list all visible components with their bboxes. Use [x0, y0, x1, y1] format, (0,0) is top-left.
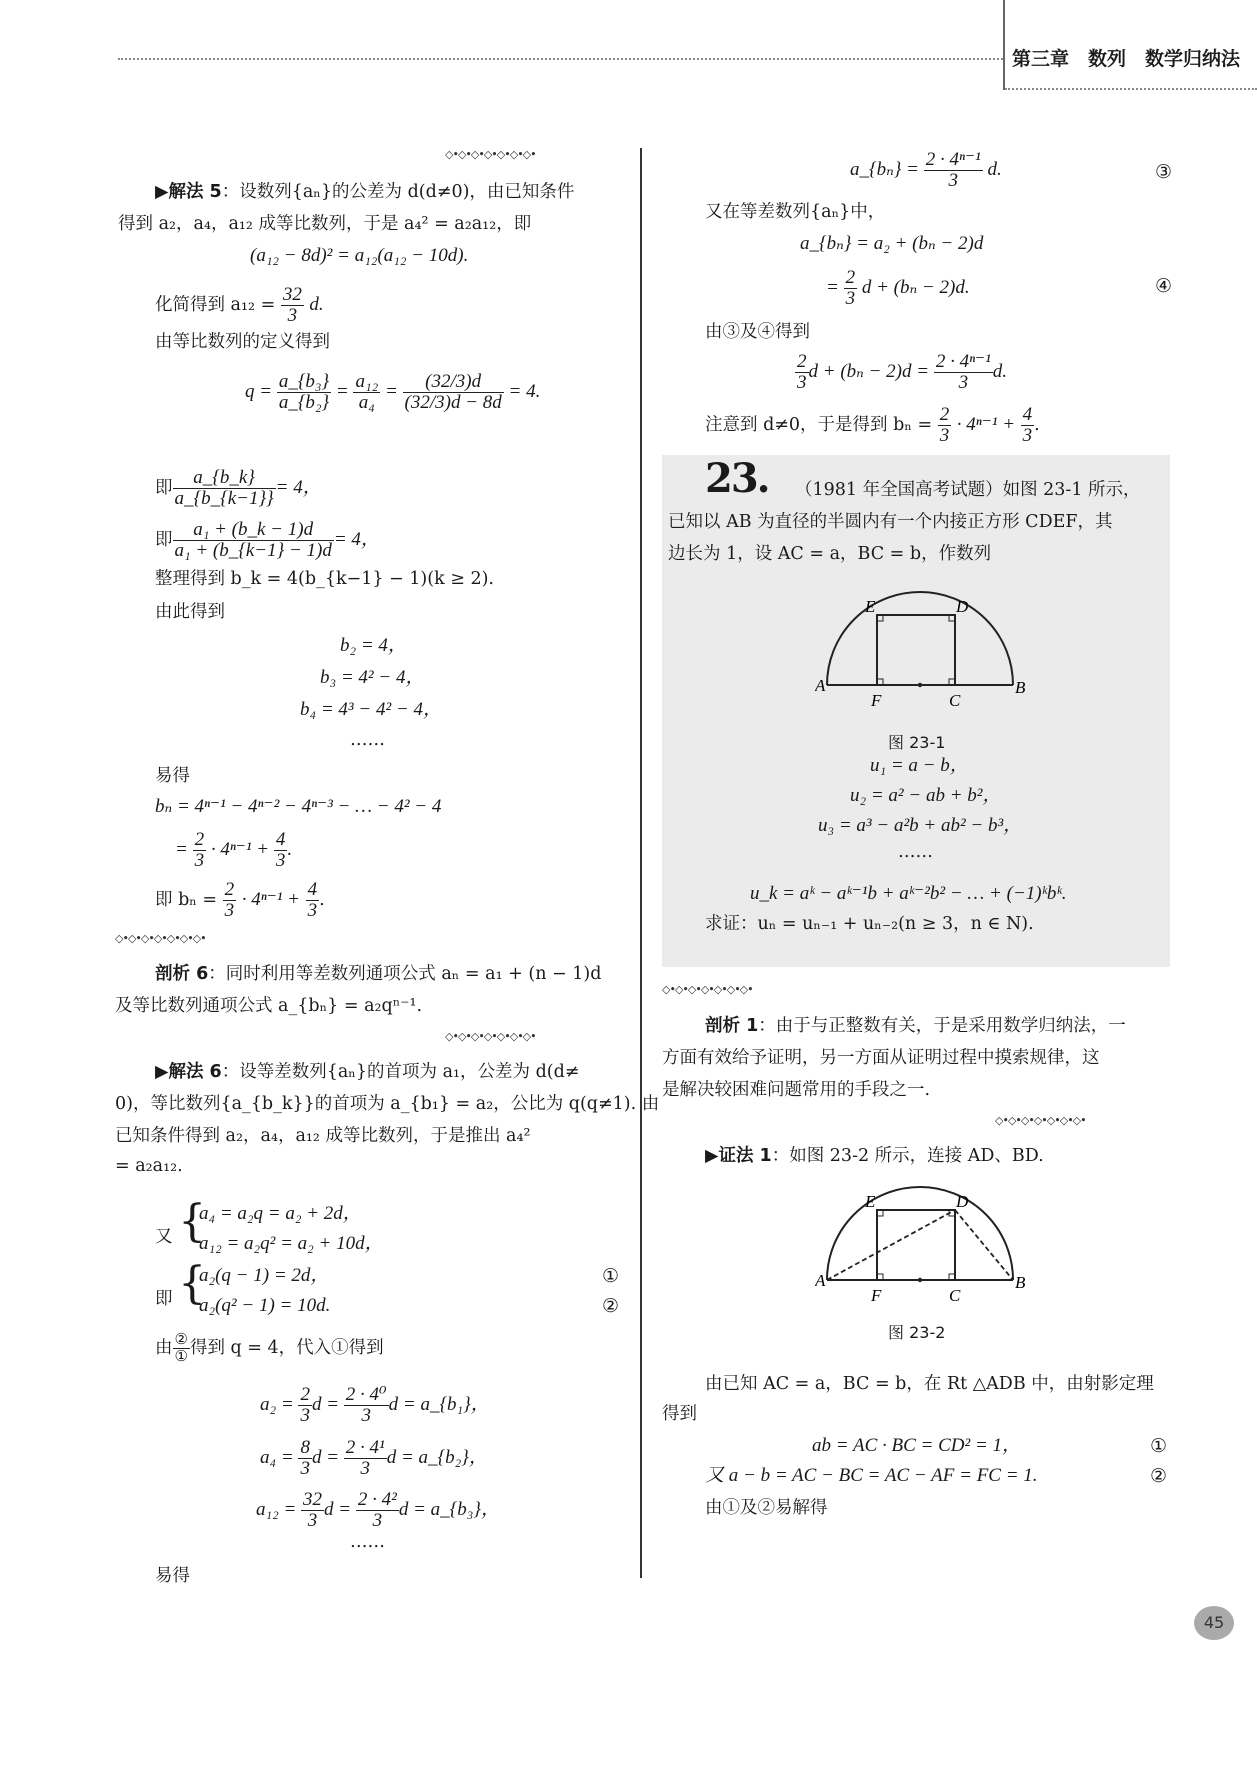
ratio-line: 即 $\frac{a\_\{b\_k\}}{a\_\{b\_\{k-1\}\}}$ = 4，: [155, 467, 322, 509]
svg-text:B: B: [1015, 678, 1025, 697]
proof-1-line: ▶证法 1：如图 23-2 所示，连接 AD、BD.: [705, 1146, 1044, 1166]
simplify-line: 化简得到 a₁₂ = $\frac{32}{3}$ d.: [155, 284, 324, 326]
b3-line: b₃ = 4² − 4，: [320, 667, 425, 688]
analysis-1-line-1: 剖析 1：由于与正整数有关，于是采用数学归纳法，一: [705, 1016, 1126, 1036]
svg-text:D: D: [956, 597, 969, 616]
solution-5-line-2: 得到 a₂，a₄，a₁₂ 成等比数列，于是 a₄² = a₂a₁₂，即: [118, 214, 532, 234]
svg-text:A: A: [815, 1271, 826, 1290]
abn2-line-1: a_{bₙ} = a₂ + (bₙ − 2)d: [800, 233, 984, 254]
arith-intro: 又在等差数列{aₙ}中，: [705, 202, 886, 222]
equation-mark-2: ②: [602, 1295, 620, 1317]
easy-line: 易得: [155, 766, 190, 786]
page-number: 45: [1194, 1606, 1234, 1640]
abn-equation: a_{bₙ} = $\frac{\text{2 · 4ⁿ⁻¹}}{3}$ d.: [850, 149, 1002, 191]
solution-6-line-2: 0)，等比数列{a_{b_k}}的首项为 a_{b₁} = a₂，公比为 q(q≠1). 由: [115, 1094, 660, 1114]
section-divider: ◇•◇•◇•◇•◇•◇•◇•: [662, 983, 753, 996]
svg-text:A: A: [815, 676, 826, 695]
known-line-1: 由已知 AC = a，BC = b，在 Rt △ADB 中，由射影定理: [705, 1374, 1154, 1394]
svg-text:F: F: [871, 691, 882, 710]
svg-text:C: C: [949, 691, 961, 710]
svg-text:D: D: [956, 1192, 969, 1211]
hence-line: 由此得到: [155, 602, 225, 622]
solution-6-line-3: 已知条件得到 a₂，a₄，a₁₂ 成等比数列，于是推出 a₄²: [115, 1126, 531, 1146]
svg-text:E: E: [865, 597, 876, 616]
easy-line-2: 易得: [155, 1566, 190, 1586]
ellipsis: ……: [898, 842, 933, 862]
solution-5-label: ▶解法 5: [155, 182, 222, 202]
q-equation: q = $\frac{\text{a\_\{b₃\}}}{\text{a\_\{b₂\}}}$ = $\frac{\text{a₁₂}}{\text{a₄}}$ = $\frac{(32/3)d}{(32/3)d - 8d}$ = 4.: [245, 371, 541, 413]
problem-line-2: 已知以 AB 为直径的半圆内有一个内接正方形 CDEF，其: [668, 512, 1113, 532]
column-divider: [640, 148, 642, 1578]
combined-equation: $\frac{2}{3}$ d + (bₙ − 2)d = $\frac{\text{2 · 4ⁿ⁻¹}}{3}$ d.: [797, 351, 1008, 393]
problem-number: 23.: [705, 455, 769, 502]
equation-mark-1: ①: [1150, 1435, 1168, 1457]
header-vertical-rule: [1003, 0, 1005, 90]
solve-line: 由①及②易解得: [705, 1498, 828, 1518]
analysis-6-line-1: 剖析 6：同时利用等差数列通项公式 aₙ = a₁ + (n − 1)d: [155, 964, 602, 984]
svg-text:E: E: [865, 1192, 876, 1211]
equation-mark-3: ③: [1155, 161, 1173, 183]
prove-line: 求证：uₙ = uₙ₋₁ + uₙ₋₂(n ≥ 3，n ∈ N).: [705, 914, 1034, 934]
u3-line: u₃ = a³ − a²b + ab² − b³，: [818, 815, 1023, 836]
figure-23-2: [815, 1185, 1025, 1305]
system-2: 即 { a₂(q − 1) = 2d， a₂(q² − 1) = 10d.: [155, 1258, 331, 1316]
ellipsis: ……: [350, 1532, 385, 1552]
header-dotted-rule: [118, 58, 1003, 60]
b2-line: b₂ = 4，: [340, 635, 407, 656]
equation-mark-1: ①: [602, 1265, 620, 1287]
system-1: 又 { a₄ = a₂q = a₂ + 2d， a₁₂ = a₂q² = a₂ + 10d，: [155, 1196, 384, 1254]
uk-line: u_k = aᵏ − aᵏ⁻¹b + aᵏ⁻²b² − … + (−1)ᵏbᵏ.: [750, 883, 1067, 904]
divide-line: 由 $\frac{\text{②}}{\text{①}}$ 得到 q = 4，代入①得到: [155, 1330, 384, 1365]
a2-row: a₂ = $\frac{2}{3}$ d = $\frac{\text{2 · 4⁰}}{3}$ d = a_{b₁}，: [260, 1384, 490, 1426]
equation-mark-4: ④: [1155, 275, 1173, 297]
rearrange-line: 整理得到 b_k = 4(b_{k−1} − 1)(k ≥ 2).: [155, 569, 494, 589]
figure-23-1: [815, 590, 1025, 710]
section-divider: ◇•◇•◇•◇•◇•◇•◇•: [445, 1030, 536, 1043]
solution-6-line-4: = a₂a₁₂.: [115, 1156, 183, 1176]
analysis-1-line-3: 是解决较困难问题常用的手段之一.: [662, 1080, 931, 1100]
equation-1: (a₁₂ − 8d)² = a₁₂(a₁₂ − 10d).: [250, 245, 469, 266]
section-divider: ◇•◇•◇•◇•◇•◇•◇•: [115, 932, 206, 945]
solution-5-line-1: ▶解法 5：设数列{aₙ}的公差为 d(d≠0)，由已知条件: [155, 182, 575, 202]
ellipsis: ……: [350, 730, 385, 750]
eq-ab: ab = AC · BC = CD² = 1，: [812, 1435, 1022, 1456]
bn-line-2: = $\frac{2}{3}$ · 4ⁿ⁻¹ + $\frac{4}{3}$ .: [175, 829, 293, 871]
ratio2-line: 即 $\frac{\text{a₁ + (b\_k − 1)d}}{\text{a₁ + (b\_\{k−1\} − 1)d}}$ = 4，: [155, 519, 380, 561]
section-divider: ◇•◇•◇•◇•◇•◇•◇•: [445, 148, 536, 161]
figure-23-1-caption: 图 23-1: [888, 733, 946, 752]
svg-text:B: B: [1015, 1273, 1025, 1292]
analysis-6-line-2: 及等比数列通项公式 a_{bₙ} = a₂qⁿ⁻¹.: [115, 996, 423, 1016]
chapter-title: 第三章 数列 数学归纳法: [1012, 48, 1241, 70]
svg-text:F: F: [871, 1286, 882, 1305]
svg-text:C: C: [949, 1286, 961, 1305]
analysis-1-line-2: 方面有效给予证明，另一方面从证明过程中摸索规律，这: [662, 1048, 1100, 1068]
b4-line: b₄ = 4³ − 4² − 4，: [300, 699, 442, 720]
abn2-line-2: = $\frac{2}{3}$ d + (bₙ − 2)d.: [826, 267, 970, 309]
from-3-4: 由③及④得到: [705, 322, 810, 342]
problem-line-1: （1981 年全国高考试题）如图 23-1 所示，: [795, 480, 1141, 500]
problem-line-3: 边长为 1，设 AC = a，BC = b，作数列: [668, 544, 992, 564]
u2-line: u₂ = a² − ab + b²，: [850, 785, 1002, 806]
geo-def-line: 由等比数列的定义得到: [155, 332, 330, 352]
bn-line-1: bₙ = 4ⁿ⁻¹ − 4ⁿ⁻² − 4ⁿ⁻³ − … − 4² − 4: [155, 796, 442, 817]
a12-row: a₁₂ = $\frac{32}{3}$ d = $\frac{\text{2 · 4²}}{3}$ d = a_{b₃}，: [256, 1489, 500, 1531]
bn-final: 即 bₙ = $\frac{2}{3}$ · 4ⁿ⁻¹ + $\frac{4}{3}$ .: [155, 879, 325, 921]
figure-23-2-caption: 图 23-2: [888, 1323, 946, 1342]
notice-line: 注意到 d≠0，于是得到 bₙ = $\frac{2}{3}$ · 4ⁿ⁻¹ + $\frac{4}{3}$ .: [705, 404, 1040, 446]
solution-6-line-1: ▶解法 6：设等差数列{aₙ}的首项为 a₁，公差为 d(d≠: [155, 1062, 580, 1082]
u1-line: u₁ = a − b，: [870, 755, 969, 776]
header-dotted-rule-right: [1005, 88, 1257, 90]
known-line-2: 得到: [662, 1404, 697, 1424]
eq-amb: 又 a − b = AC − BC = AC − AF = FC = 1.: [705, 1465, 1038, 1486]
a4-row: a₄ = $\frac{8}{3}$ d = $\frac{\text{2 · 4¹}}{3}$ d = a_{b₂}，: [260, 1437, 488, 1479]
equation-mark-2: ②: [1150, 1465, 1168, 1487]
section-divider: ◇•◇•◇•◇•◇•◇•◇•: [995, 1114, 1086, 1127]
